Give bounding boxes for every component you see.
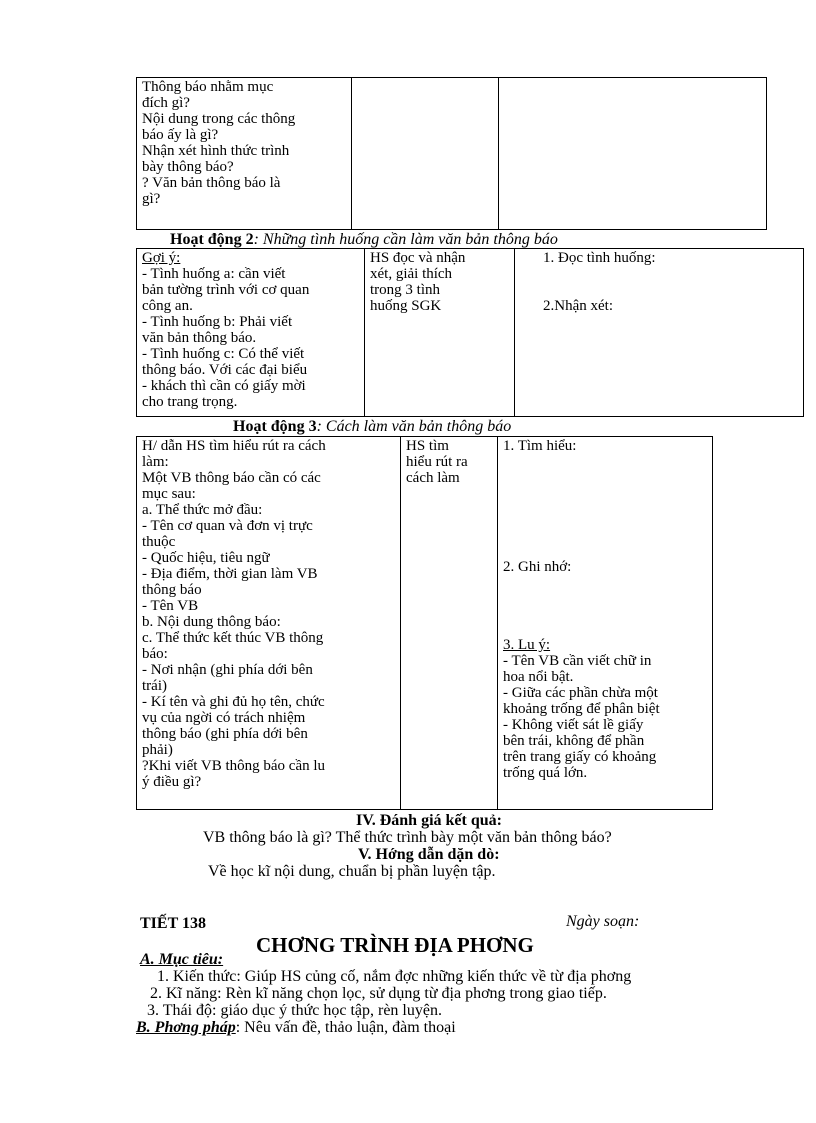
lesson-title: CHƠNG TRÌNH ĐỊA PHƠNG [256, 933, 534, 957]
text-line: cho trang trọng. [142, 394, 238, 410]
text-line: HS đọc và nhận [370, 250, 466, 266]
section-4-text: VB thông báo là gì? Thể thức trình bày một văn bản thông báo? [203, 829, 612, 846]
text-line: a. Thể thức mở đầu: [142, 502, 263, 518]
lesson-number: TIẾT 138 [140, 915, 206, 932]
objective-knowledge: 1. Kiến thức: Giúp HS củng cố, nắm đợc những kiến thức về từ địa phơng [157, 968, 632, 985]
learn-heading: 1. Tìm hiểu: [503, 438, 577, 454]
objective-skill: 2. Kĩ năng: Rèn kĩ năng chọn lọc, sử dụng từ địa phơng trong giao tiếp. [150, 985, 607, 1002]
text-line: thông báo. Với các đại biểu [142, 362, 308, 378]
activity-3-title: : Cách làm văn bản thông báo [316, 418, 512, 435]
text-line: thông báo [142, 582, 202, 598]
text-line: công an. [142, 298, 193, 314]
notes-heading: 3. Lu ý: [503, 637, 551, 653]
text-line: - Kí tên và ghi đủ họ tên, chức [142, 694, 325, 710]
text-line: gì? [142, 191, 161, 207]
text-line: - Tình huống c: Có thể viết [142, 346, 305, 362]
table3-col3 [498, 437, 713, 810]
method-text: : Nêu vấn đề, thảo luận, đàm thoại [235, 1019, 456, 1036]
text-line: - Tình huống b: Phải viết [142, 314, 293, 330]
table1-col2 [352, 78, 499, 230]
text-line: trên trang giấy có khoảng [503, 749, 657, 765]
text-line: - Nơi nhận (ghi phía dới bên [142, 662, 313, 678]
text-line: huống SGK [370, 298, 442, 314]
read-situation-heading: 1. Đọc tình huống: [543, 250, 656, 266]
text-line: phải) [142, 742, 173, 758]
text-line: - khách thì cần có giấy mời [142, 378, 306, 394]
text-line: cách làm [406, 470, 460, 486]
section-4-title: IV. Đánh giá kết quả: [356, 812, 502, 829]
text-line: Nội dung trong các thông [142, 111, 296, 127]
objective-attitude: 3. Thái độ: giáo dục ý thức học tập, rèn luyện. [147, 1002, 442, 1019]
activity-2-heading [170, 232, 558, 248]
text-line: báo: [142, 646, 168, 662]
text-line: - Tên cơ quan và đơn vị trực [142, 518, 313, 534]
text-line: c. Thể thức kết thúc VB thông [142, 630, 324, 646]
text-line: báo ấy là gì? [142, 127, 219, 143]
table-3 [136, 436, 713, 810]
activity-2-label: Hoạt động 2 [170, 231, 254, 248]
text-line: văn bản thông báo. [142, 330, 257, 346]
objectives-heading: A. Mục tiêu: [140, 951, 224, 968]
table2-col2 [365, 249, 515, 417]
text-line: làm: [142, 454, 169, 470]
activity-3-label: Hoạt động 3 [233, 418, 317, 435]
text-line: thuộc [142, 534, 176, 550]
text-line: Một VB thông báo cần có các [142, 470, 321, 486]
text-line: Nhận xét hình thức trình [142, 143, 290, 159]
text-line: ý điều gì? [142, 774, 202, 790]
text-line: ?Khi viết VB thông báo cần lu [142, 758, 326, 774]
section-5-title: V. Hớng dẫn dặn dò: [358, 846, 500, 863]
table1-col3 [499, 78, 767, 230]
text-line: đích gì? [142, 95, 190, 111]
text-line: mục sau: [142, 486, 196, 502]
text-line: bên trái, không để phần [503, 733, 645, 749]
section-5-text: Về học kĩ nội dung, chuẩn bị phần luyện tập. [208, 863, 496, 880]
text-line: hoa nổi bật. [503, 669, 574, 685]
remember-heading: 2. Ghi nhớ: [503, 559, 572, 575]
text-line: - Tên VB cần viết chữ in [503, 653, 652, 669]
table-1 [136, 77, 767, 230]
comment-heading: 2.Nhận xét: [543, 298, 613, 314]
text-line: khoảng trống để phân biệt [503, 701, 660, 717]
date-label: Ngày soạn: [566, 913, 640, 930]
text-line: b. Nội dung thông báo: [142, 614, 281, 630]
text-line: - Địa điểm, thời gian làm VB [142, 566, 318, 582]
table2-col1 [137, 249, 365, 417]
text-line: bày thông báo? [142, 159, 234, 175]
text-line: - Tên VB [142, 598, 199, 614]
text-line: trái) [142, 678, 167, 694]
table-2 [136, 248, 804, 417]
hint-heading: Gợi ý: [142, 250, 181, 266]
text-line: trong 3 tình [370, 282, 440, 298]
text-line: - Giữa các phần chừa một [503, 685, 658, 701]
table3-col1 [137, 437, 401, 810]
text-line: - Không viết sát lề giấy [503, 717, 644, 733]
text-line: - Quốc hiệu, tiêu ngữ [142, 550, 270, 566]
activity-3-heading [233, 419, 511, 435]
text-line: bản tường trình với cơ quan [142, 282, 310, 298]
text-line: - Tình huống a: cần viết [142, 266, 286, 282]
text-line: vụ của ngời có trách nhiệm [142, 710, 306, 726]
table1-col1 [137, 78, 352, 230]
activity-2-title: : Những tình huống cần làm văn bản thông báo [253, 231, 558, 248]
text-line: hiểu rút ra [406, 454, 468, 470]
table3-col2 [401, 437, 498, 810]
text-line: trống quá lớn. [503, 765, 588, 781]
text-line: xét, giải thích [370, 266, 453, 282]
text-line: thông báo (ghi phía dới bên [142, 726, 308, 742]
text-line: H/ dẫn HS tìm hiểu rút ra cách [142, 438, 326, 454]
method-line [136, 1020, 456, 1036]
table2-col3 [515, 249, 804, 417]
method-heading: B. Phơng pháp [136, 1019, 236, 1036]
text-line: ? Văn bản thông báo là [142, 175, 281, 191]
text-line: HS tìm [406, 438, 449, 454]
text-line: Thông báo nhằm mục [142, 79, 274, 95]
